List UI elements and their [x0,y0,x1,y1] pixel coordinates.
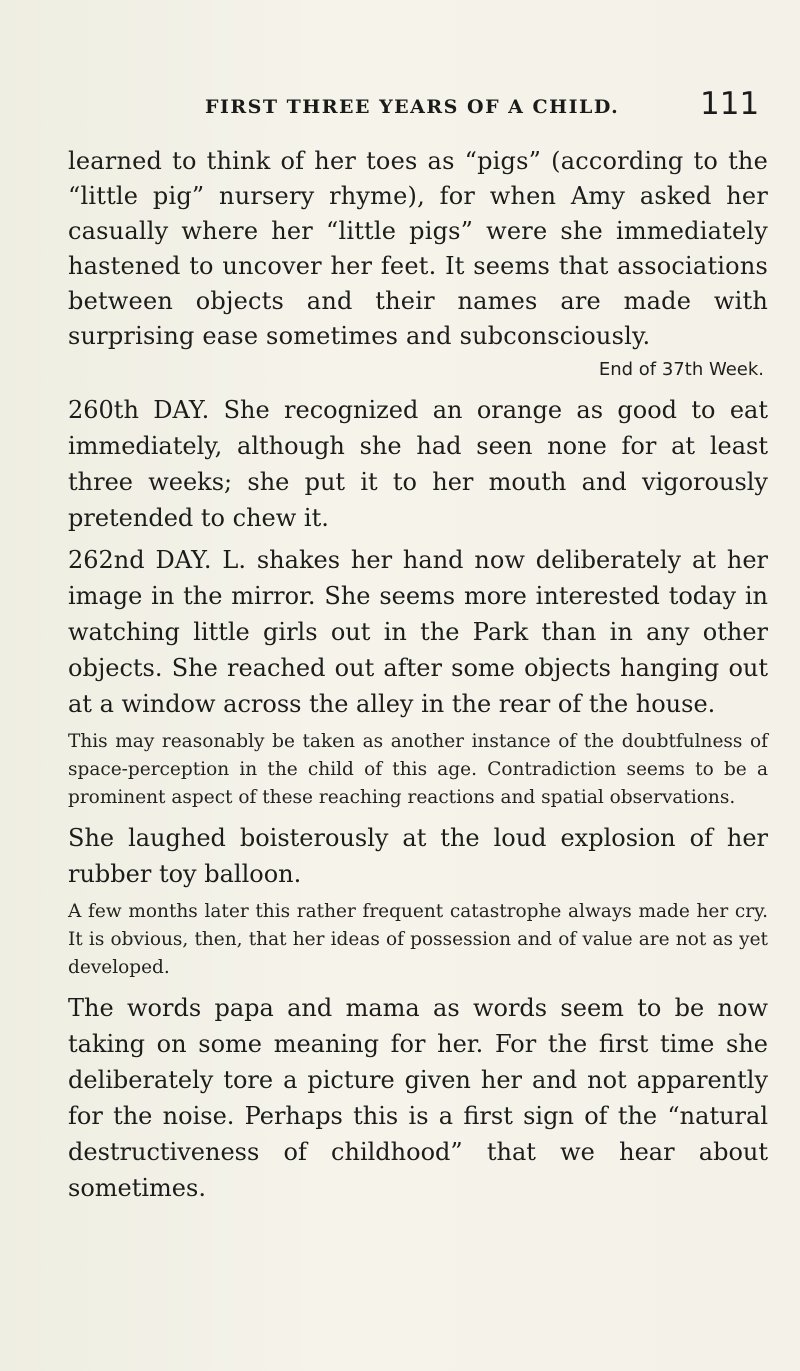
note-possession: A few months later this rather frequent catastrophe always made her cry. It is obvious, then, that her ideas of possession and of value are not as yet developed. [68,901,768,978]
note-space-perception: This may reasonably be taken as another instance of the doubtfulness of space-perception in the child of this age. Contradiction seems to be a prominent aspect of these reaching reactions and spatial observations. [68,731,768,808]
paragraph-toes: learned to think of her toes as “pigs” (according to the “little pig” nursery rhyme), for when Amy asked her casually where her “little pigs” were she immediately hastened to uncover her feet. It seems that associations between objects and their names are made with surprising ease sometimes and subconsciously. [68,147,768,350]
week-end-note: End of 37th Week. [598,359,764,380]
paragraph-day-262: 262nd DAY. L. shakes her hand now deliberately at her image in the mirror. She seems more interested today in watching little girls out in the Park than in any other objects. She reached out after some objects hanging out at a window across the alley in the rear of the house. [68,546,768,718]
page-header [68,86,768,126]
paragraph-papa-mama: The words papa and mama as words seem to be now taking on some meaning for her. For the first time she deliberately tore a picture given her and not apparently for the noise. Perhaps this is a first sign of the “natural destructiveness of childhood” that we hear about sometimes. [68,994,768,1202]
running-head: FIRST THREE YEARS OF A CHILD. [205,96,620,118]
paragraph-balloon: She laughed boisterously at the loud explosion of her rubber toy balloon. [68,824,768,888]
page-number: 111 [700,86,760,122]
body-text [68,144,768,1212]
paragraph-day-260: 260th DAY. She recognized an orange as good to eat immediately, although she had seen none for at least three weeks; she put it to her mouth and vigorously pretended to chew it. [68,396,768,532]
